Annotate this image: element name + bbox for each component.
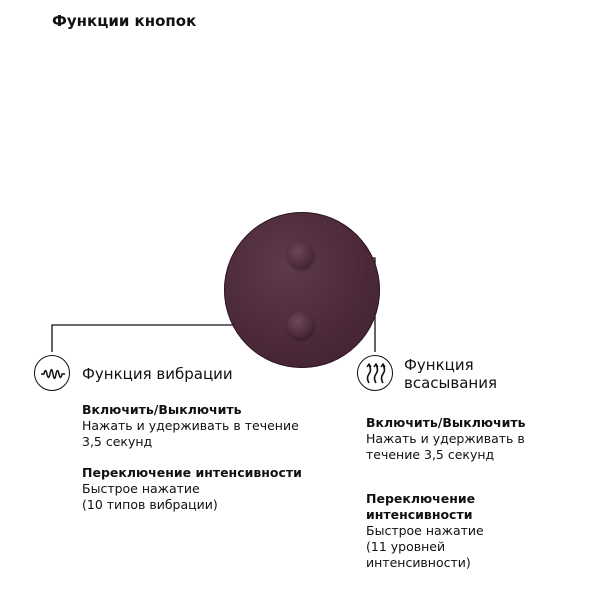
vibration-onoff-head: Включить/Выключить bbox=[82, 402, 242, 417]
vibration-onoff-line2: 3,5 секунд bbox=[82, 434, 153, 449]
suction-title bbox=[404, 356, 497, 392]
suction-button[interactable] bbox=[287, 242, 313, 268]
suction-intensity-line1: Быстрое нажатие bbox=[366, 523, 484, 538]
vibration-title: Функция вибрации bbox=[82, 365, 233, 383]
suction-intensity-head-line1: Переключение bbox=[366, 491, 476, 506]
vibration-intensity-head: Переключение интенсивности bbox=[82, 465, 302, 480]
suction-title-line2: всасывания bbox=[404, 374, 497, 392]
vibration-onoff bbox=[82, 402, 299, 450]
vibration-intensity-line1: Быстрое нажатие bbox=[82, 481, 200, 496]
suction-waves-icon bbox=[357, 355, 393, 391]
suction-onoff-line1: Нажать и удерживать в bbox=[366, 431, 525, 446]
suction-intensity-head-line2: интенсивности bbox=[366, 507, 473, 522]
suction-title-line1: Функция bbox=[404, 356, 474, 374]
suction-onoff bbox=[366, 415, 526, 463]
device-body bbox=[224, 212, 380, 368]
vibration-intensity bbox=[82, 465, 302, 513]
suction-onoff-line2: течение 3,5 секунд bbox=[366, 447, 495, 462]
suction-intensity bbox=[366, 491, 484, 571]
vibration-intensity-line2: (10 типов вибрации) bbox=[82, 497, 218, 512]
suction-intensity-line2: (11 уровней bbox=[366, 539, 446, 554]
page-title: Функции кнопок bbox=[52, 12, 197, 30]
vibration-button[interactable] bbox=[287, 312, 313, 338]
suction-onoff-head: Включить/Выключить bbox=[366, 415, 526, 430]
vibration-onoff-line1: Нажать и удерживать в течение bbox=[82, 418, 299, 433]
sine-wave-icon bbox=[34, 355, 70, 391]
suction-intensity-line3: интенсивности) bbox=[366, 555, 471, 570]
